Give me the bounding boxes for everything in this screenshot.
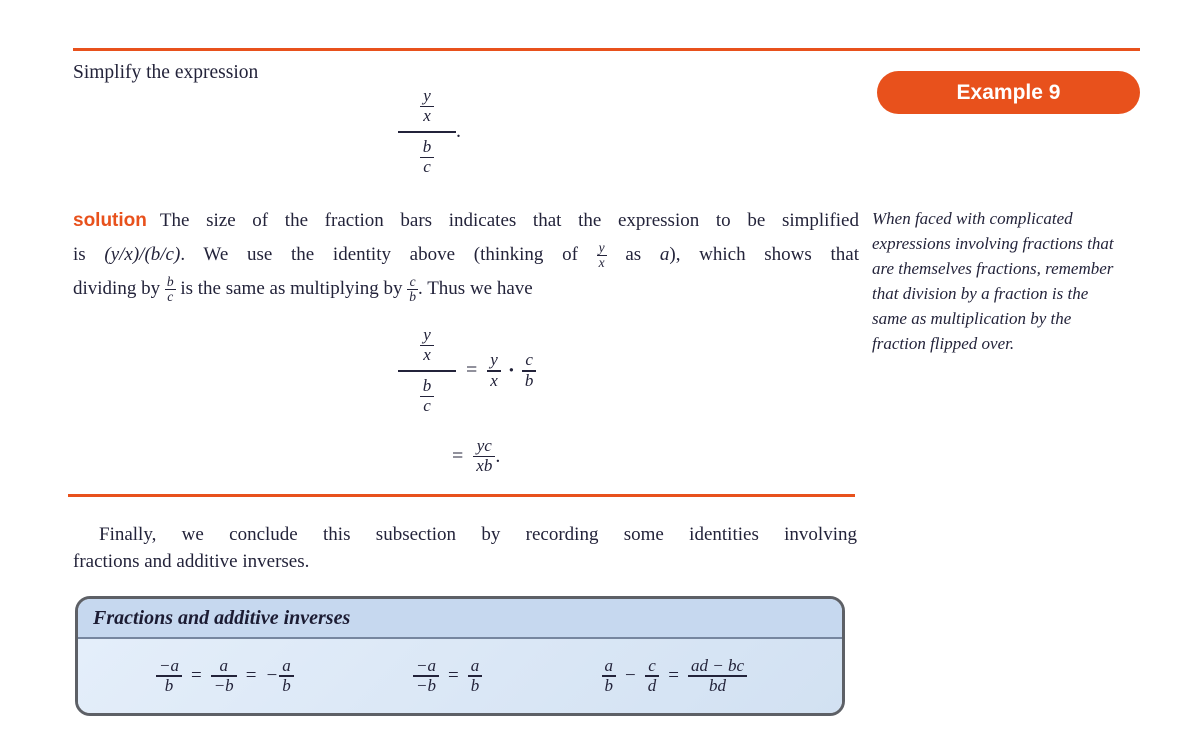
solution-text: . Thus we have	[418, 278, 533, 299]
fraction-y-over-x	[487, 351, 501, 390]
solution-line-3	[73, 272, 859, 306]
fraction-neg-a-over-neg-b	[413, 657, 439, 696]
fraction-ad-minus-bc-over-bd	[688, 657, 747, 696]
solution-paragraph	[73, 204, 859, 306]
denominator: x	[423, 345, 431, 365]
closing-paragraph	[73, 521, 857, 575]
solution-text: The size of the fraction bars indicates that the expression to be simplified	[159, 210, 859, 231]
inline-fraction-y-over-x	[597, 241, 607, 271]
solution-label: solution	[73, 210, 147, 231]
fraction-b-over-c	[420, 377, 435, 416]
denominator: −b	[416, 675, 437, 695]
denominator: xb	[476, 456, 493, 476]
numerator: y	[423, 325, 431, 344]
numerator: −a	[416, 655, 437, 675]
identity-double-negative	[413, 657, 482, 696]
problem-complex-fraction	[398, 87, 456, 177]
denominator: b	[524, 370, 534, 390]
numerator: a	[282, 655, 291, 675]
fraction-b-over-c	[420, 138, 435, 177]
denominator: x	[598, 255, 605, 271]
solution-text: dividing by	[73, 278, 165, 299]
example-end-rule	[68, 494, 855, 497]
numerator: y	[423, 86, 431, 105]
problem-display-math	[398, 87, 461, 177]
numerator: a	[604, 655, 614, 675]
numerator: yc	[476, 436, 492, 455]
margin-note: When faced with complicated expressions involving fractions that are themselves fractions, remember that division by a fraction is the same as multiplication by the fraction flipped over.	[872, 209, 1114, 353]
fraction-neg-a-over-b	[156, 657, 182, 696]
multiplication-dot: ·	[507, 358, 515, 383]
denominator: b	[604, 675, 614, 695]
negative-sign: −	[265, 665, 279, 686]
fraction-y-over-x	[420, 87, 434, 126]
equals-sign: =	[448, 665, 459, 686]
closing-line-1: Finally, we conclude this subsection by recording some identities involving	[99, 524, 857, 545]
numerator: −a	[159, 655, 179, 675]
solution-line-2	[73, 238, 859, 272]
identities-box-body	[78, 639, 842, 713]
trailing-period: .	[456, 120, 461, 143]
denominator: −b	[213, 675, 234, 695]
denominator: b	[470, 675, 480, 695]
solution-text: . We use the identity above (thinking of	[180, 244, 597, 265]
minus-sign: −	[625, 665, 636, 686]
inline-fraction-c-over-b	[407, 275, 418, 305]
denominator: c	[423, 157, 431, 177]
denominator: x	[423, 106, 431, 126]
solution-text: as	[606, 244, 660, 265]
denominator: x	[490, 370, 498, 390]
denominator: d	[647, 675, 657, 695]
identity-subtraction	[602, 657, 747, 696]
denominator: b	[282, 675, 291, 695]
fraction-a-over-b	[468, 657, 483, 696]
fraction-y-over-x	[420, 326, 434, 365]
numerator: b	[422, 375, 432, 395]
example-badge-label: Example 9	[956, 80, 1061, 104]
numerator: ad − bc	[690, 655, 744, 675]
equals-sign: =	[245, 665, 257, 686]
derivation-line-2	[452, 437, 500, 476]
closing-line-2: fractions and additive inverses.	[73, 551, 310, 572]
equals-sign: =	[190, 665, 202, 686]
derivation-line-1	[398, 326, 536, 416]
numerator: a	[470, 655, 480, 675]
inline-fraction-b-over-c	[165, 275, 176, 305]
fraction-a-over-b	[602, 657, 617, 696]
derivation-complex-fraction	[398, 326, 456, 416]
main-fraction-bar	[398, 131, 456, 133]
main-fraction-bar	[398, 370, 456, 372]
denominator: b	[409, 289, 417, 305]
top-divider-rule	[73, 48, 1140, 51]
denominator: b	[164, 675, 174, 695]
solution-text: ), which shows that	[669, 244, 859, 265]
denominator: bd	[708, 675, 726, 695]
solution-text: is	[73, 244, 105, 265]
example-badge	[877, 71, 1140, 114]
fraction-c-over-d	[645, 657, 660, 696]
identity-negative-numerator	[156, 657, 294, 696]
fraction-c-over-b	[522, 351, 537, 390]
solution-line-1	[73, 204, 859, 238]
equals-sign: =	[452, 444, 464, 467]
numerator: b	[166, 273, 174, 289]
solution-text: is the same as multiplying by	[175, 278, 408, 299]
numerator: y	[490, 350, 498, 370]
equals-sign: =	[466, 359, 478, 382]
numerator: b	[422, 136, 432, 156]
inline-math: (y/x)/(b/c)	[104, 244, 181, 265]
trailing-period: .	[495, 444, 501, 467]
inline-math: a	[659, 244, 670, 265]
denominator: c	[167, 289, 174, 305]
identities-box-header	[78, 599, 842, 639]
fraction-yc-over-xb	[473, 437, 495, 476]
problem-intro-text: Simplify the expression	[73, 62, 259, 83]
numerator: c	[409, 273, 416, 289]
identities-box-title: Fractions and additive inverses	[93, 606, 351, 629]
numerator: c	[648, 655, 656, 675]
numerator: y	[598, 239, 605, 255]
fraction-a-over-b	[279, 657, 294, 696]
numerator: c	[525, 350, 533, 370]
fraction-a-over-neg-b	[211, 657, 237, 696]
identities-box	[75, 596, 845, 716]
equals-sign: =	[668, 665, 679, 686]
denominator: c	[423, 396, 431, 416]
numerator: a	[219, 655, 228, 675]
